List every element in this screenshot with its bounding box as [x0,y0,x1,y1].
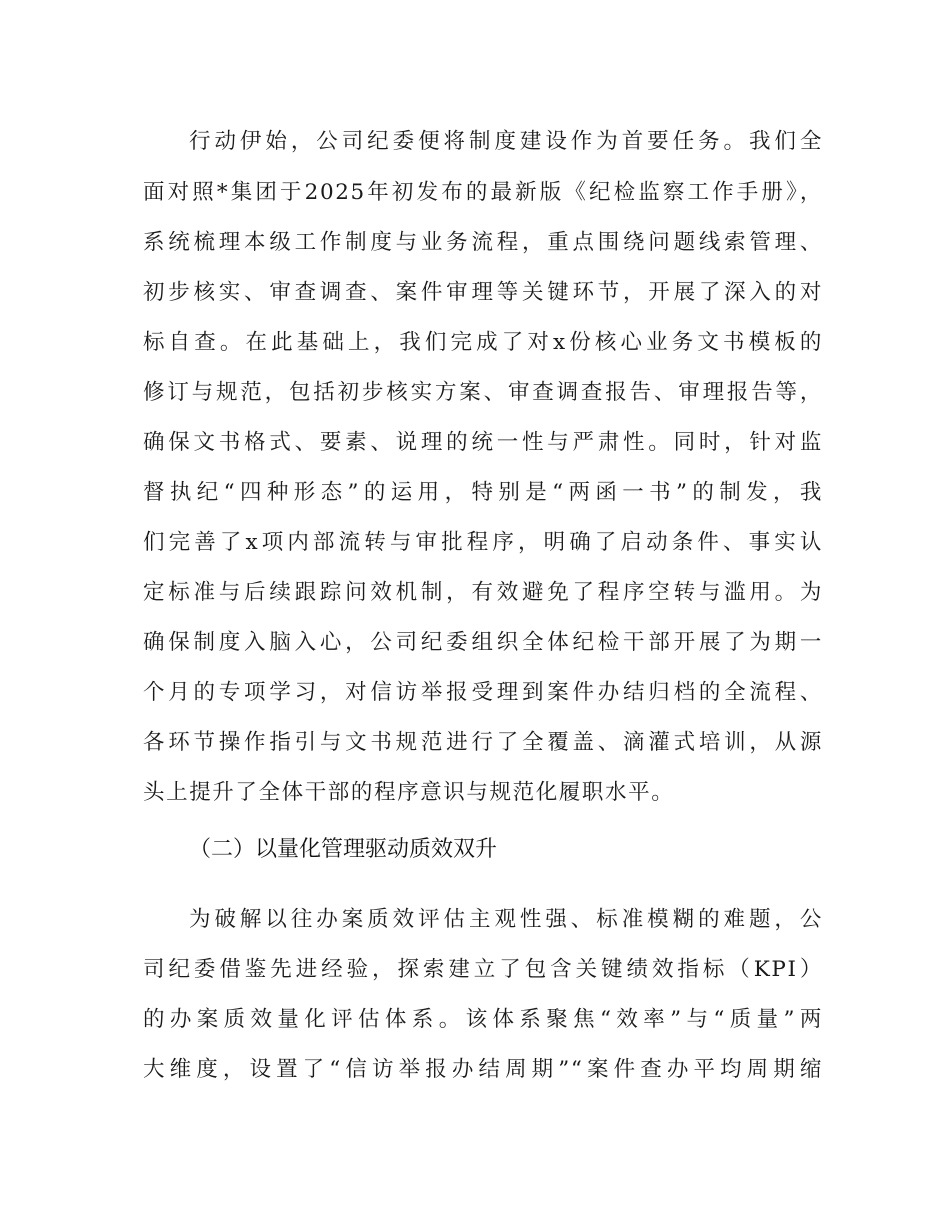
text-line: 司纪委借鉴先进经验，探索建立了包含关键绩效指标（KPI） [143,957,823,982]
text-line: 为破解以往办案质效评估主观性强、标准模糊的难题，公 [189,907,823,932]
text-line: 各环节操作指引与文书规范进行了全覆盖、滴灌式培训，从源 [143,730,823,755]
text-line: 面对照*集团于2025年初发布的最新版《纪检监察工作手册》， [143,180,823,205]
text-line: 确保文书格式、要素、说理的统一性与严肃性。同时，针对监 [143,430,823,455]
text-line: 督执纪“四种形态”的运用，特别是“两函一书”的制发，我 [143,480,823,505]
text-line: 修订与规范，包括初步核实方案、审查调查报告、审理报告等， [143,380,823,405]
text-line: 们完善了x项内部流转与审批程序，明确了启动条件、事实认 [143,530,823,555]
section-heading: （二）以量化管理驱动质效双升 [189,837,498,862]
text-line: 系统梳理本级工作制度与业务流程，重点围绕问题线索管理、 [143,230,823,255]
text-line: 的办案质效量化评估体系。该体系聚焦“效率”与“质量”两 [143,1007,823,1032]
text-line: 标自查。在此基础上，我们完成了对x份核心业务文书模板的 [143,330,823,355]
text-line: 头上提升了全体干部的程序意识与规范化履职水平。 [143,780,675,805]
text-line: 确保制度入脑入心，公司纪委组织全体纪检干部开展了为期一 [143,630,823,655]
text-line: 初步核实、审查调查、案件审理等关键环节，开展了深入的对 [143,280,823,305]
text-line: 个月的专项学习，对信访举报受理到案件办结归档的全流程、 [143,680,823,705]
text-line: 大维度，设置了“信访举报办结周期”“案件查办平均周期缩 [143,1057,823,1082]
text-line: 定标准与后续跟踪问效机制，有效避免了程序空转与滥用。为 [143,580,823,605]
text-line: 行动伊始，公司纪委便将制度建设作为首要任务。我们全 [189,129,823,154]
